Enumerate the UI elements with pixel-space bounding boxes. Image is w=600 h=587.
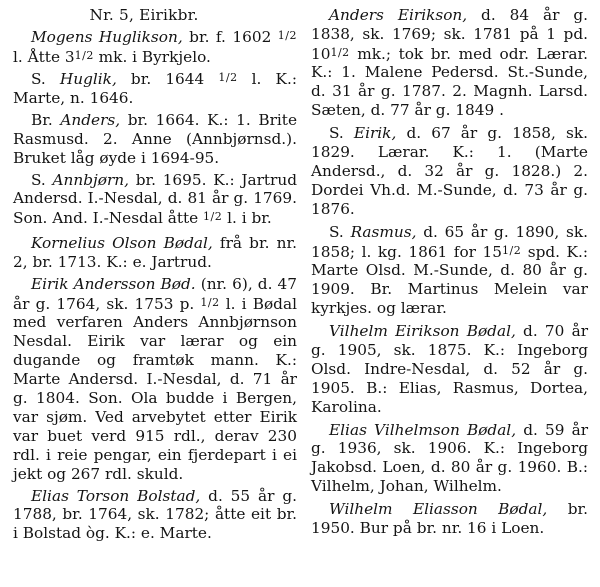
entry-eirik-andersson [13, 275, 297, 484]
person-name: Huglik, [59, 69, 117, 88]
person-name: Anders Eirikson, [329, 6, 468, 24]
fraction: 1/2 [330, 45, 350, 59]
entry-text: mk. i Byrkjelo. [93, 47, 211, 66]
person-name: Rasmus, [350, 222, 417, 241]
entry-text: br. f. 1602 [182, 27, 278, 46]
entry-text: d. 84 år g. 1838, sk. 1769; sk. 1781 på 1 pd. 10 [311, 6, 589, 63]
person-name: Eirik Andersson Bød. [31, 274, 196, 293]
entry-text: Br. [31, 110, 61, 129]
person-name: Annbjørn, [52, 170, 130, 189]
person-name: Vilhelm Eirikson Bødal, [329, 322, 516, 340]
person-name: Eirik, [353, 124, 397, 143]
entry-text: spd. K.: Marte Olsd. M.-Sunde, d. 80 år g. 1909. Br. Martinus Melein var kyrkjes. og lærar. [311, 242, 589, 318]
entry-anders-eirikson [311, 6, 588, 120]
person-name: Mogens Huglikson, [31, 27, 183, 46]
fraction: 1/2 [277, 28, 297, 42]
entry-text: l. i Bødal med verfaren Anders Annbjørnson Nesdal. Eirik var lærar og ein dugande og framtøk mann. K.: Marte Andersd. I.-Nesdal, d. 71 år g. 1804. Son. Ola budde i Bergen, var sjøm. Ved arvebytet etter Eirik var buet verd 915 rdl., derav 230 rdl. i reie pengar, ein fjerdepart i ei jekt og 267 rdl. skuld. [13, 294, 297, 483]
person-name: Elias Torson Bolstad, [31, 486, 201, 505]
entry-text: S. [329, 222, 351, 241]
entry-text: br. 1664. K.: 1. Brite Rasmusd. 2. Anne (Annbjørnsd.). Bruket låg øyde i 1694-95. [13, 110, 297, 167]
entry-text: l. Åtte 3 [13, 47, 75, 66]
entry-text: l. i br. [222, 209, 272, 228]
entry-text: br. 1644 [116, 69, 219, 88]
person-name: Anders, [60, 110, 121, 129]
person-name: Kornelius Olson Bødal, [31, 233, 213, 252]
person-name: Wilhelm Eliasson Bødal, [329, 500, 548, 519]
entry-anders [13, 111, 297, 168]
entry-text: S. [31, 69, 60, 88]
right-column [311, 6, 588, 542]
entry-mogens [13, 27, 297, 66]
entry-wilhelm-eliasson [311, 500, 588, 538]
entry-text: S. [31, 170, 53, 189]
person-name: Elias Vilhelmson Bødal, [329, 420, 517, 439]
fraction: 1/2 [74, 48, 94, 62]
fraction: 1/2 [203, 210, 223, 224]
entry-text: l. K.: Marte, n. 1646. [13, 69, 297, 107]
entry-huglik [13, 69, 297, 108]
entry-eirik [311, 124, 588, 219]
left-column [13, 6, 297, 546]
entry-text: d. 70 år g. 1905, sk. 1875. K.: Ingeborg Olsd. Indre-Nesdal, d. 52 år g. 1905. B.: Elias, Rasmus, Dortea, Karolina. [311, 322, 589, 416]
entry-text: mk.; tok br. med odr. Lærar. K.: 1. Malene Pedersd. St.-Sunde, d. 31 år g. 1787. 2. Magnh. Larsd. Sæten, d. 77 år g. 1849 . [311, 44, 588, 120]
entry-elias-vilhelmson [311, 421, 588, 497]
entry-text: br. 1695. K.: Jartrud Andersd. I.-Nesdal, d. 81 år g. 1769. Son. And. I.-Nesdal åtte [13, 170, 297, 228]
entry-text: d. 59 år g. 1936, sk. 1906. K.: Ingeborg Jakobsd. Loen, d. 80 år g. 1960. B.: Vilhelm, Johan, Wilhelm. [311, 420, 589, 496]
page-title: Nr. 5, Eirikbr. [89, 6, 199, 24]
entry-text: (nr. 6), d. 47 år g. 1764, sk. 1753 p. [13, 274, 297, 313]
entry-text: d. 65 år g. 1890, sk. 1858; l. kg. 1861 for 15 [311, 222, 588, 261]
entry-annbjorn [13, 171, 297, 228]
entry-text: S. [329, 124, 354, 143]
fraction: 1/2 [218, 71, 238, 85]
entry-vilhelm-eirikson [311, 322, 588, 417]
fraction: 1/2 [502, 243, 522, 257]
fraction: 1/2 [200, 295, 220, 309]
entry-text: d. 55 år g. 1788, br. 1764, sk. 1782; åtte eit br. i Bolstad òg. K.: e. Marte. [13, 486, 298, 543]
entry-kornelius [13, 234, 297, 272]
entry-text: br. 1950. Bur på br. nr. 16 i Loen. [311, 500, 589, 538]
entry-text: frå br. nr. 2, br. 1713. K.: e. Jartrud. [13, 233, 297, 271]
entry-rasmus [311, 223, 588, 318]
entry-elias-torson [13, 487, 297, 544]
entry-text: d. 67 år g. 1858, sk. 1829. Lærar. K.: 1. (Marte Andersd., d. 32 år g. 1828.) 2. Dordei Vh.d. M.-Sunde, d. 73 år g. 1876. [311, 124, 588, 218]
